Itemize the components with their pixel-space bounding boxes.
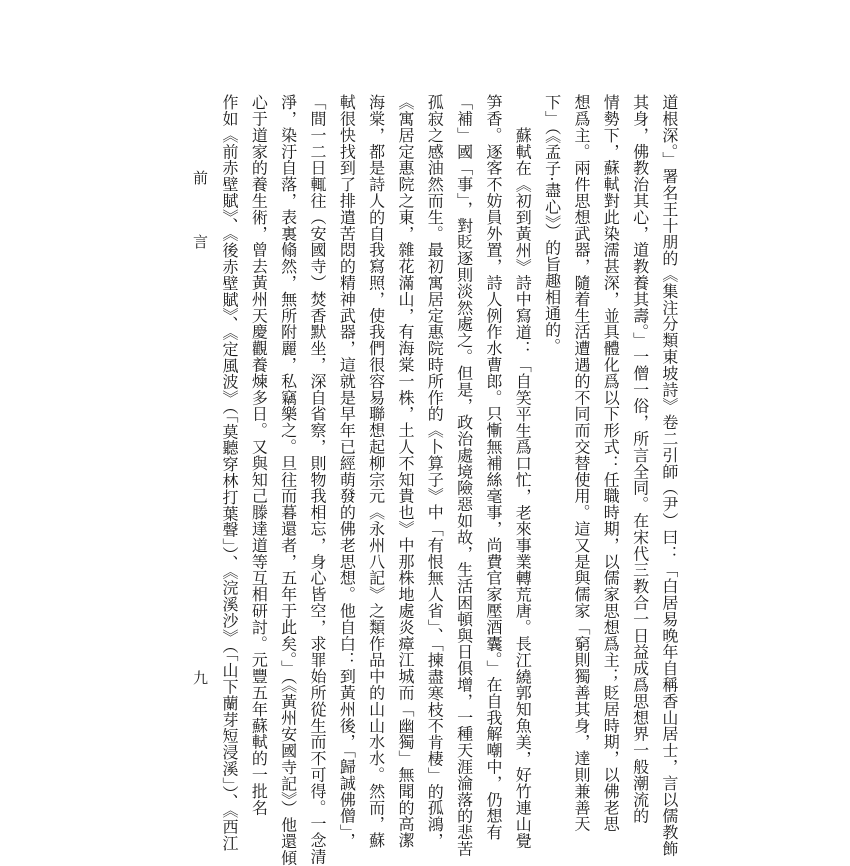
text-column: 心于道家的養生術，曾去黃州天慶觀養煉多日。又與知己滕達道等互相研討。元豐五年蘇軾的一批名 <box>249 94 269 816</box>
text-column: 道根深。」署名王十朋的《集注分類東坡詩》卷二引師（尹）曰：「白居易晚年自稱香山居士，言以儒教飾 <box>659 94 679 857</box>
text-column: 孤寂之感油然而生。最初寓居定惠院時所作的《卜算子》中「有恨無人省」、「揀盡寒枝不肯棲」的孤鴻， <box>425 94 445 849</box>
text-column: 其身，佛教治其心，道教養其壽。」一僧一俗，所言全同。在宋代三教合一日益成爲思想界一般潮流的 <box>630 94 650 824</box>
text-column: 想爲主。兩件思想武器，隨着生活遭遇的不同而交替使用。這又是與儒家「窮則獨善其身，達則兼善天 <box>571 94 591 832</box>
text-column: 海棠，都是詩人的自我寫照，使我們很容易聯想起柳宗元《永州八記》之類作品中的山山水水。然而，蘇 <box>366 94 386 849</box>
text-column: 「補」國「事」，對貶逐則淡然處之。但是，政治處境險惡如故，生活困頓與日俱增，一種天涯淪落的悲苦 <box>454 94 474 857</box>
text-column: 軾很快找到了排遣苦悶的精神武器，這就是早年已經萌發的佛老思想。他自白：到黃州後，「歸誠佛僧」， <box>337 94 357 849</box>
text-column: 情勢下，蘇軾對此染濡甚深，並具體化爲以下形式：任職時期，以儒家思想爲主；貶居時期，以佛老思 <box>601 94 621 832</box>
text-column-paragraph-start: 蘇軾在《初到黃州》詩中寫道：「自笑平生爲口忙，老來事業轉荒唐。長江繞郭知魚美，好竹連山覺 <box>513 127 533 849</box>
text-column: 「間一二日輒往（安國寺）焚香默坐，深自省察，則物我相忘，身心皆空，求罪始所從生而不可得。一念清 <box>307 94 327 865</box>
page-number: 九 <box>191 670 209 685</box>
text-column: 笋香。逐客不妨員外置，詩人例作水曹郎。只慚無補絲毫事，尚費官家壓酒囊。」在自我解嘲中，仍想有 <box>483 94 503 841</box>
body-text <box>220 94 679 866</box>
running-title: 前 言 <box>191 170 209 271</box>
text-column: 《寓居定惠院之東，雜花滿山，有海棠一株，土人不知貴也》中那株地處炎瘴江城而「幽獨」無聞的高潔 <box>395 94 415 849</box>
text-column: 下」（《孟子·盡心》）的旨趣相通的。 <box>542 94 562 355</box>
text-column: 作如《前赤壁賦》、《後赤壁賦》、《定風波》（「莫聽穿林打葉聲」）、《浣溪沙》（「山下蘭芽短浸溪」）、《西江 <box>220 94 239 852</box>
text-column: 淨，染汙自落，表裏翛然，無所附麗，私竊樂之。旦往而暮還者，五年于此矣。」（《黃州安國寺記》）他還傾 <box>278 94 298 866</box>
